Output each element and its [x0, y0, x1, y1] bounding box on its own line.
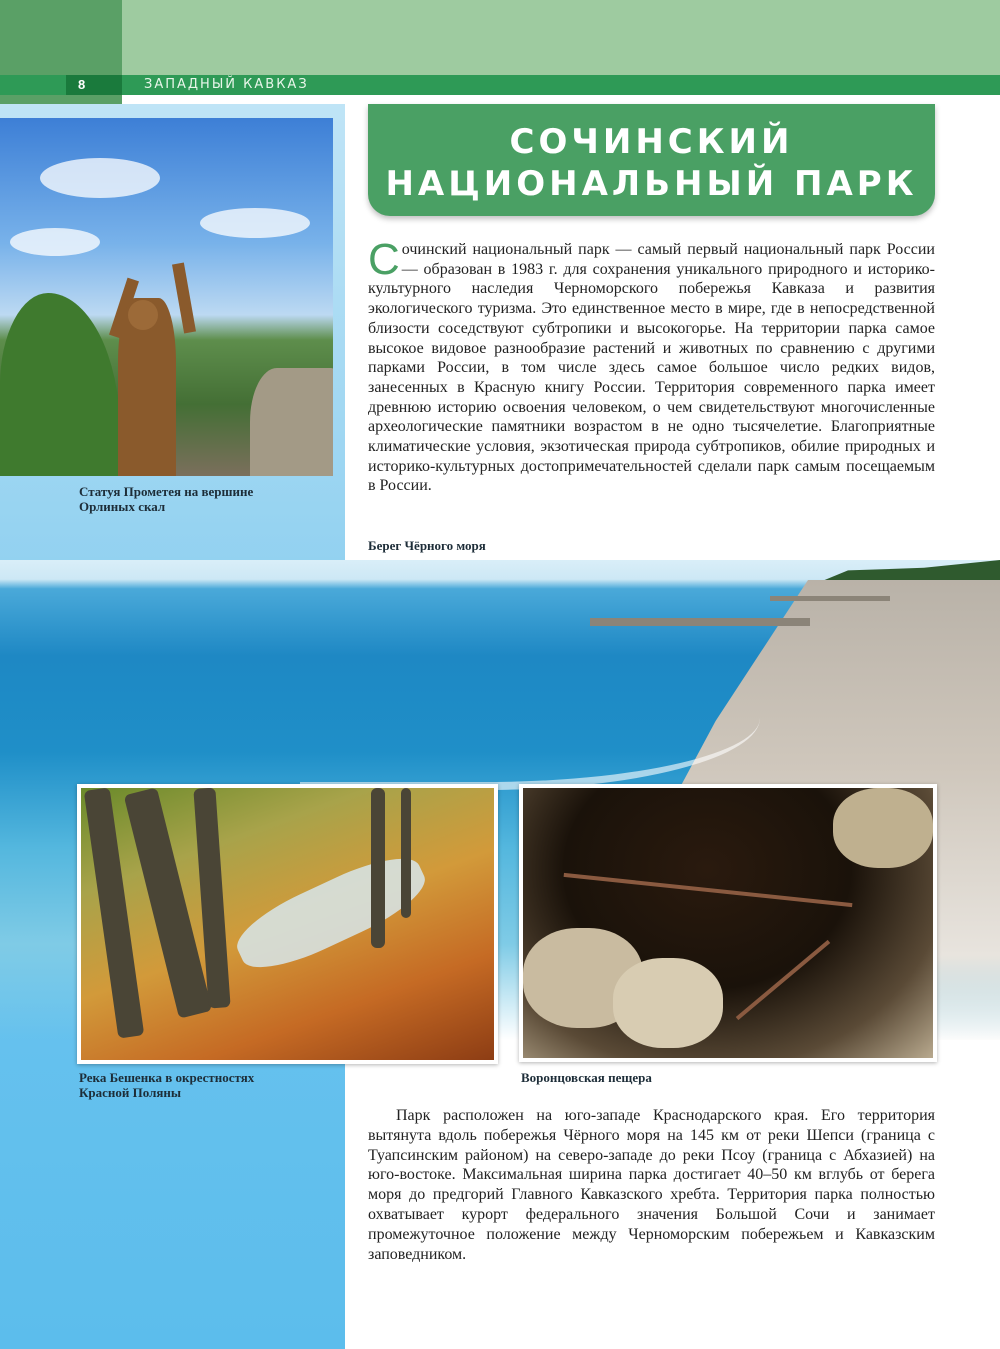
- caption-river-1: Река Бешенка в окрестностях: [79, 1070, 255, 1085]
- drop-cap: С: [368, 235, 400, 284]
- breakwater-far: [770, 596, 890, 601]
- caption-sea: Берег Чёрного моря: [368, 538, 486, 553]
- caption-prometheus-1: Статуя Прометея на вершине: [79, 484, 254, 499]
- page-title-line2: НАЦИОНАЛЬНЫЙ ПАРК: [385, 164, 918, 204]
- caption-river-2: Красной Поляны: [79, 1085, 182, 1100]
- prometheus-statue-photo: [0, 118, 333, 476]
- section-title: ЗАПАДНЫЙ КАВКАЗ: [144, 77, 309, 92]
- river-forest-photo: [77, 784, 498, 1064]
- header-band: [122, 0, 1000, 75]
- cave-photo: [519, 784, 937, 1062]
- breakwater: [590, 618, 810, 626]
- caption-prometheus-2: Орлиных скал: [79, 499, 166, 514]
- intro-text: очинский национальный парк — самый первый национальный парк России — образован в 1983 г. для сохранения уникального природного и историко-культурного наследия Черноморского побережья Кавказа и развития экологического туризма. Это единственное место в мире, где в непосредственной близости соседствуют субтропики и высокогорье. На территории парка самое высокое видовое разнообразие растений и животных по сравнению с другими парками России, в том числе здесь самое большое число редких видов, занесенных в Красную книгу России. Территория современного парка имеет древнюю историю освоения человеком, о чем свидетельствуют многочисленные археологические памятники возрастом в не одно тысячелетие. Благоприятные климатические условия, экзотическая природа субтропиков, обилие природных и историко-культурных достопримечательностей сделали парк самым посещаемым в России.: [368, 241, 935, 495]
- body-paragraph-2: Парк расположен на юго-западе Краснодарского края. Его территория вытянута вдоль побережья Чёрного моря на 145 км от реки Шепси (граница с Туапсинским районом) на северо-западе до реки Псоу (граница с Абхазией) на юго-востоке. Максимальная ширина парка достигает 40–50 км вглубь от берега моря до предгорий Главного Кавказского хребта. Территория парка полностью охватывает курорт федерального значения Большой Сочи и занимает промежуточное положение между Черноморским побережьем и Кавказским заповедником.: [368, 1107, 935, 1263]
- caption-cave: Воронцовская пещера: [521, 1070, 652, 1085]
- page-title-line1: СОЧИНСКИЙ: [509, 122, 794, 162]
- intro-paragraph: [368, 235, 935, 496]
- page-number: 8: [66, 75, 122, 95]
